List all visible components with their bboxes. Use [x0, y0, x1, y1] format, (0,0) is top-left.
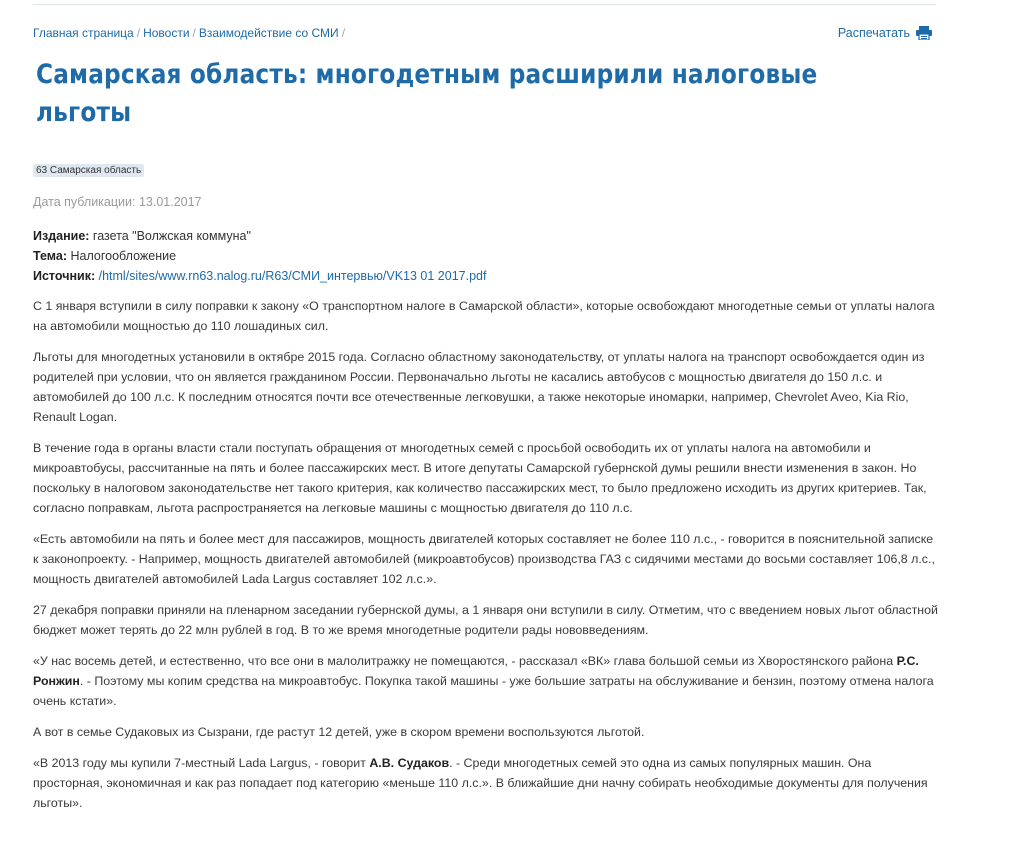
meta-source-label: Источник:	[33, 269, 96, 283]
publication-date: Дата публикации: 13.01.2017	[33, 195, 202, 209]
paragraph-text: «В 2013 году мы купили 7-местный Lada Largus, - говорит	[33, 756, 370, 770]
person-name: Р.С. Ронжин	[33, 654, 919, 688]
meta-topic-value: Налогообложение	[70, 249, 177, 263]
region-tag[interactable]: 63 Самарская область	[33, 164, 144, 177]
top-bar	[33, 26, 936, 42]
meta-topic-label: Тема:	[33, 249, 67, 263]
top-divider	[33, 4, 936, 5]
meta-source-link[interactable]: /html/sites/www.rn63.nalog.ru/R63/СМИ_интервью/VK13 01 2017.pdf	[98, 269, 487, 283]
meta-topic-row	[33, 246, 486, 266]
breadcrumb	[33, 26, 348, 40]
article-paragraph: В течение года в органы власти стали поступать обращения от многодетных семей с просьбой освободить их от уплаты налога на автомобили и микроавтобусы, рассчитанные на пять и более пассажирских мест. В итоге депутаты Самарской губернской думы решили внести изменения в закон. Но поскольку в налоговом законодательстве нет такого критерия, как количество пассажирских мест, то было предложено исходить из других критериев. Так, согласно поправкам, льгота распространяется на легковые машины с мощностью двигателя до 110 л.с.	[33, 441, 927, 515]
meta-source-row	[33, 266, 486, 286]
breadcrumb-separator: /	[136, 26, 141, 40]
article-paragraph: 27 декабря поправки приняли на пленарном заседании губернской думы, а 1 января они вступили в силу. Отметим, что с введением новых льгот областной бюджет может терять до 22 млн рублей в год. В то же время многодетные родители рады нововведениям.	[33, 603, 938, 637]
print-button[interactable]	[838, 26, 932, 40]
article-paragraph	[33, 651, 938, 711]
breadcrumb-separator: /	[192, 26, 196, 40]
article-body	[33, 296, 938, 824]
paragraph-text: «У нас восемь детей, и естественно, что все они в малолитражку не помещаются, - рассказал «ВК» глава большой семьи из Хворостянского района	[33, 654, 897, 668]
paragraph-text: . - Среди многодетных семей это одна из самых популярных машин. Она просторная, экономичная и как раз попадает под категорию «меньше 110 л.с.». В ближайшие дни начну собирать необходимые документы для получения льготы».	[33, 756, 928, 810]
print-label: Распечатать	[837, 26, 910, 40]
article-paragraph	[33, 753, 938, 813]
meta-edition-value: газета "Волжская коммуна"	[92, 229, 251, 243]
breadcrumb-separator: /	[341, 26, 346, 40]
breadcrumb-home-link[interactable]: Главная страница	[33, 26, 134, 40]
paragraph-text: . - Поэтому мы копим средства на микроавтобус. Покупка такой машины - уже большие затраты на обслуживание и бензин, поэтому отмена налога очень кстати».	[33, 674, 934, 708]
article-title: Самарская область: многодетным расширили налоговые льготы	[36, 59, 818, 128]
breadcrumb-news-link[interactable]: Новости	[143, 26, 190, 40]
breadcrumb-media-link[interactable]: Взаимодействие со СМИ	[198, 26, 339, 40]
article-paragraph: Льготы для многодетных установили в октябре 2015 года. Согласно областному законодательству, от уплаты налога на транспорт освобождается один из родителей при условии, что он является гражданином России. Первоначально льготы не касались автобусов с мощностью двигателя до 150 л.с. и автомобилей до 100 л.с. К последним относятся почти все отечественные легковушки, а также некоторые иномарки, например, Chevrolet Aveo, Kia Rio, Renault Logan.	[33, 350, 925, 424]
meta-edition-row	[33, 226, 486, 246]
article-paragraph: «Есть автомобили на пять и более мест для пассажиров, мощность двигателей которых составляет не более 110 л.с., - говорится в пояснительной записке к законопроекту. - Например, мощность двигателей автомобилей (микроавтобусов) производства ГАЗ с сидячими местами до восьми составляет 106,8 л.с., мощность двигателей автомобилей Lada Largus составляет 102 л.с.».	[33, 532, 935, 586]
article-paragraph: С 1 января вступили в силу поправки к закону «О транспортном налоге в Самарской области», которые освобождают многодетные семьи от уплаты налога на автомобили мощностью до 110 лошадиных сил.	[33, 299, 935, 333]
article-paragraph: А вот в семье Судаковых из Сызрани, где растут 12 детей, уже в скором времени воспользуются льготой.	[33, 725, 645, 739]
article-meta	[33, 226, 486, 286]
printer-icon	[916, 26, 932, 40]
meta-edition-label: Издание:	[33, 229, 90, 243]
person-name: А.В. Судаков	[369, 756, 450, 770]
